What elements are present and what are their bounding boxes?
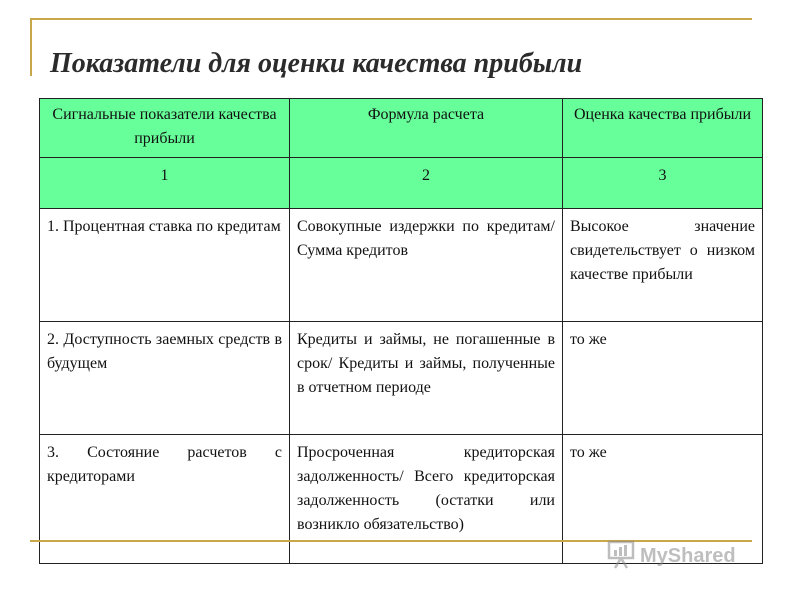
table-header-row [40, 99, 763, 158]
row-formula: Совокупные издержки по кредитам/Сумма кредитов [290, 209, 563, 322]
column-number-2: 2 [290, 158, 563, 209]
row-indicator: 2. Доступность заемных средств в будущем [40, 322, 290, 435]
watermark [606, 538, 766, 574]
row-assessment: то же [563, 322, 763, 435]
row-indicator: 1. Процентная ставка по кредитам [40, 209, 290, 322]
row-formula: Кредиты и займы, не погашенные в срок/ Кредиты и займы, полученные в отчетном периоде [290, 322, 563, 435]
slide-title: Показатели для оценки качества прибыли [50, 48, 583, 79]
row-assessment: Высокое значение свидетельствует о низком качестве прибыли [563, 209, 763, 322]
presentation-board-icon [606, 538, 636, 575]
table-row [40, 322, 763, 435]
row-indicator: 3. Состояние расчетов с кредиторами [40, 435, 290, 564]
header-indicators: Сигнальные показатели качества прибыли [40, 99, 290, 158]
profit-quality-table [39, 98, 763, 564]
column-number-1: 1 [40, 158, 290, 209]
header-formula: Формула расчета [290, 99, 563, 158]
row-assessment: то же [563, 435, 763, 564]
frame-top-line [30, 18, 752, 20]
frame-left-line [30, 18, 32, 76]
column-number-3: 3 [563, 158, 763, 209]
watermark-text: MyShared [640, 544, 736, 567]
table-column-number-row [40, 158, 763, 209]
table-row [40, 209, 763, 322]
header-assessment: Оценка качества прибыли [563, 99, 763, 158]
row-formula: Просроченная кредиторская задолженность/ Всего кредиторская задолженность (остатки или возникло обязательство) [290, 435, 563, 564]
